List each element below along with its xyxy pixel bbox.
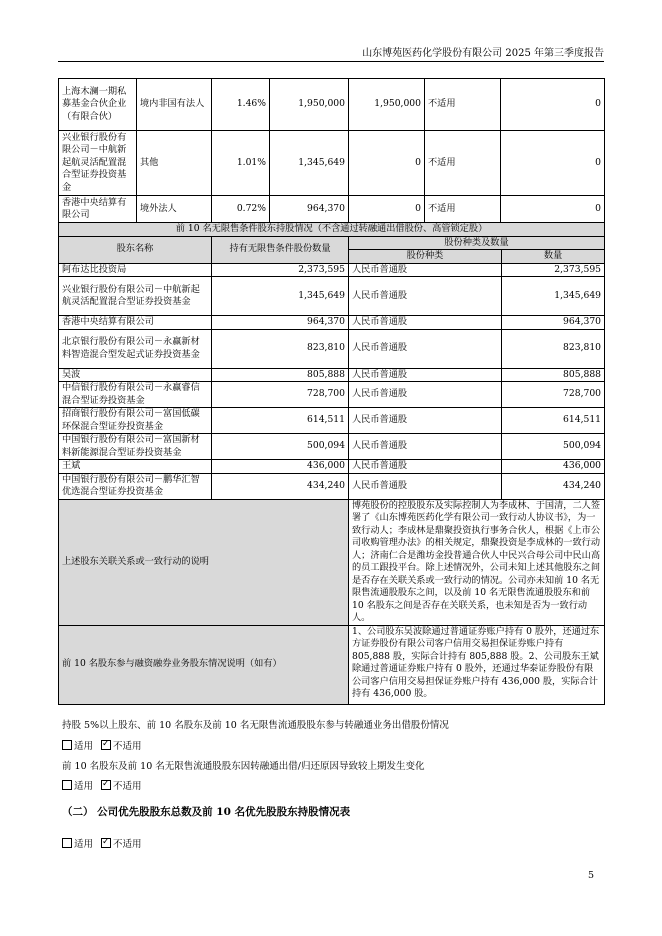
shareholder-name: 王斌 [59, 460, 212, 474]
pledge-status: 不适用 [425, 131, 501, 196]
holding-ratio: 1.46% [212, 79, 270, 131]
table-title-row [59, 223, 605, 237]
holding-ratio: 1.01% [212, 131, 270, 196]
option-applicable: 适用 [74, 839, 94, 850]
table-row [59, 131, 605, 196]
holding-shares: 1,950,000 [270, 79, 349, 131]
unrestricted-qty: 434,240 [212, 473, 349, 499]
unrestricted-table [58, 222, 605, 705]
table-row [59, 460, 605, 474]
share-amount: 436,000 [502, 460, 605, 474]
share-type: 人民币普通股 [349, 316, 502, 330]
top10-continued-table [58, 78, 605, 223]
checkbox-unchecked[interactable] [62, 838, 72, 848]
section-heading: （二） 公司优先股股东总数及前 10 名优先股股东持股情况表 [62, 806, 351, 818]
share-amount: 823,810 [502, 329, 605, 368]
col-header-name: 股东名称 [59, 236, 212, 263]
shareholder-name: 香港中央结算有限公司 [59, 316, 212, 330]
page-header: 山东博苑医药化学股份有限公司 2025 年第三季度报告 [362, 48, 604, 59]
pledge-qty: 0 [501, 196, 605, 223]
table-row [59, 329, 605, 368]
unrestricted-qty: 964,370 [212, 316, 349, 330]
header-rule [58, 61, 604, 62]
shareholder-name: 吴波 [59, 368, 212, 382]
pledge-qty: 0 [501, 79, 605, 131]
shareholder-name: 上海木澜一期私募基金合伙企业（有限合伙） [59, 79, 137, 131]
col-header-qty: 持有无限售条件股份数量 [212, 236, 349, 263]
table-row [59, 368, 605, 382]
relation-row [59, 499, 605, 625]
checkbox-unchecked[interactable] [62, 740, 72, 750]
shareholder-name: 北京银行股份有限公司－永赢新材料智造混合型发起式证券投资基金 [59, 329, 212, 368]
shareholder-nature: 其他 [137, 131, 212, 196]
col-header-type-group: 股份种类及数量 [349, 236, 605, 250]
unrestricted-qty: 614,511 [212, 408, 349, 434]
restricted-shares: 1,950,000 [349, 79, 425, 131]
share-amount: 728,700 [502, 382, 605, 408]
holding-shares: 964,370 [270, 196, 349, 223]
share-amount: 614,511 [502, 408, 605, 434]
pledge-status: 不适用 [425, 196, 501, 223]
table-row [59, 434, 605, 460]
share-amount: 964,370 [502, 316, 605, 330]
shareholder-name: 阿布达比投资局 [59, 263, 212, 277]
note-change: 前 10 名股东及前 10 名无限售流通股股东因转融通出借/归还原因导致较上期发生变化 [62, 761, 425, 772]
shareholder-name: 兴业银行股份有限公司－中航新起航灵活配置混合型证券投资基金 [59, 277, 212, 316]
holding-shares: 1,345,649 [270, 131, 349, 196]
shareholder-name: 中国银行股份有限公司－鹏华汇智优选混合型证券投资基金 [59, 473, 212, 499]
pledge-status: 不适用 [425, 79, 501, 131]
pledge-qty: 0 [501, 131, 605, 196]
option-applicable: 适用 [74, 741, 94, 752]
shareholder-name: 中信银行股份有限公司－永赢睿信混合型证券投资基金 [59, 382, 212, 408]
share-type: 人民币普通股 [349, 434, 502, 460]
share-type: 人民币普通股 [349, 473, 502, 499]
section2-options [62, 836, 142, 850]
unrestricted-qty: 2,373,595 [212, 263, 349, 277]
shareholder-name: 招商银行股份有限公司－富国低碳环保混合型证券投资基金 [59, 408, 212, 434]
page-number: 5 [588, 870, 595, 881]
option-not-applicable: 不适用 [113, 741, 142, 752]
share-amount: 2,373,595 [502, 263, 605, 277]
margin-row [59, 625, 605, 704]
table-header-row [59, 236, 605, 250]
unrestricted-qty: 805,888 [212, 368, 349, 382]
shareholder-nature: 境内非国有法人 [137, 79, 212, 131]
col-header-amount: 数量 [502, 250, 605, 264]
relation-label: 上述股东关联关系或一致行动的说明 [59, 499, 349, 625]
option-not-applicable: 不适用 [113, 781, 142, 792]
holding-ratio: 0.72% [212, 196, 270, 223]
shareholder-name: 香港中央结算有限公司 [59, 196, 137, 223]
shareholder-name: 兴业银行股份有限公司－中航新起航灵活配置混合型证券投资基金 [59, 131, 137, 196]
table-row [59, 473, 605, 499]
shareholder-name: 中国银行股份有限公司－富国新材料新能源混合型证券投资基金 [59, 434, 212, 460]
table-row [59, 79, 605, 131]
note-lending-options [62, 738, 142, 752]
table-row [59, 382, 605, 408]
unrestricted-qty: 823,810 [212, 329, 349, 368]
share-amount: 1,345,649 [502, 277, 605, 316]
table-row [59, 316, 605, 330]
checkbox-checked[interactable] [101, 838, 111, 848]
margin-text: 1、公司股东吴波除通过普通证券账户持有 0 股外，还通过东方证券股份有限公司客户信用交易担保证券账户持有 805,888 股，实际合计持有 805,888 股。2、公司股东王斌除通过普通证券账户持有 0 股外，还通过华泰证券股份有限公司客户信用交易担保证券账户持有 436,000 股，实际合计持有 436,000 股。 [349, 625, 605, 704]
share-type: 人民币普通股 [349, 408, 502, 434]
share-amount: 805,888 [502, 368, 605, 382]
share-type: 人民币普通股 [349, 329, 502, 368]
margin-label: 前 10 名股东参与融资融券业务股东情况说明（如有） [59, 625, 349, 704]
share-type: 人民币普通股 [349, 263, 502, 277]
unrestricted-qty: 436,000 [212, 460, 349, 474]
option-applicable: 适用 [74, 781, 94, 792]
relation-text: 博苑股份的控股股东及实际控制人为李成林、于国清，二人签署了《山东博苑医药化学有限公司一致行动人协议书》，为一致行动人；李成林是鼎聚投资执行事务合伙人，根据《上市公司收购管理办法》的相关规定，鼎聚投资是李成林的一致行动人；济南仁合是潍坊金投普通合伙人中民兴合母公司中民山高的员工跟投平台。除上述情况外，公司未知上述其他股东之间是否存在关联关系或一致行动的情况。公司亦未知前 10 名无限售流通股股东之间，以及前 10 名无限售流通股股东和前 10 名股东之间是否存在关联关系，也未知是否为一致行动人。 [349, 499, 605, 625]
note-lending: 持股 5%以上股东、前 10 名股东及前 10 名无限售流通股股东参与转融通业务出借股份情况 [62, 720, 449, 731]
share-type: 人民币普通股 [349, 460, 502, 474]
col-header-type: 股份种类 [349, 250, 502, 264]
note-change-options [62, 778, 142, 792]
table-row [59, 408, 605, 434]
unrestricted-title: 前 10 名无限售条件股东持股情况（不含通过转融通出借股份、高管锁定股） [59, 223, 605, 237]
share-amount: 500,094 [502, 434, 605, 460]
checkbox-checked[interactable] [101, 780, 111, 790]
shareholder-nature: 境外法人 [137, 196, 212, 223]
table-row [59, 277, 605, 316]
share-type: 人民币普通股 [349, 277, 502, 316]
restricted-shares: 0 [349, 131, 425, 196]
checkbox-checked[interactable] [101, 740, 111, 750]
table-row [59, 196, 605, 223]
checkbox-unchecked[interactable] [62, 780, 72, 790]
unrestricted-qty: 728,700 [212, 382, 349, 408]
share-type: 人民币普通股 [349, 382, 502, 408]
share-amount: 434,240 [502, 473, 605, 499]
restricted-shares: 0 [349, 196, 425, 223]
table-row [59, 263, 605, 277]
unrestricted-qty: 1,345,649 [212, 277, 349, 316]
option-not-applicable: 不适用 [113, 839, 142, 850]
unrestricted-qty: 500,094 [212, 434, 349, 460]
share-type: 人民币普通股 [349, 368, 502, 382]
